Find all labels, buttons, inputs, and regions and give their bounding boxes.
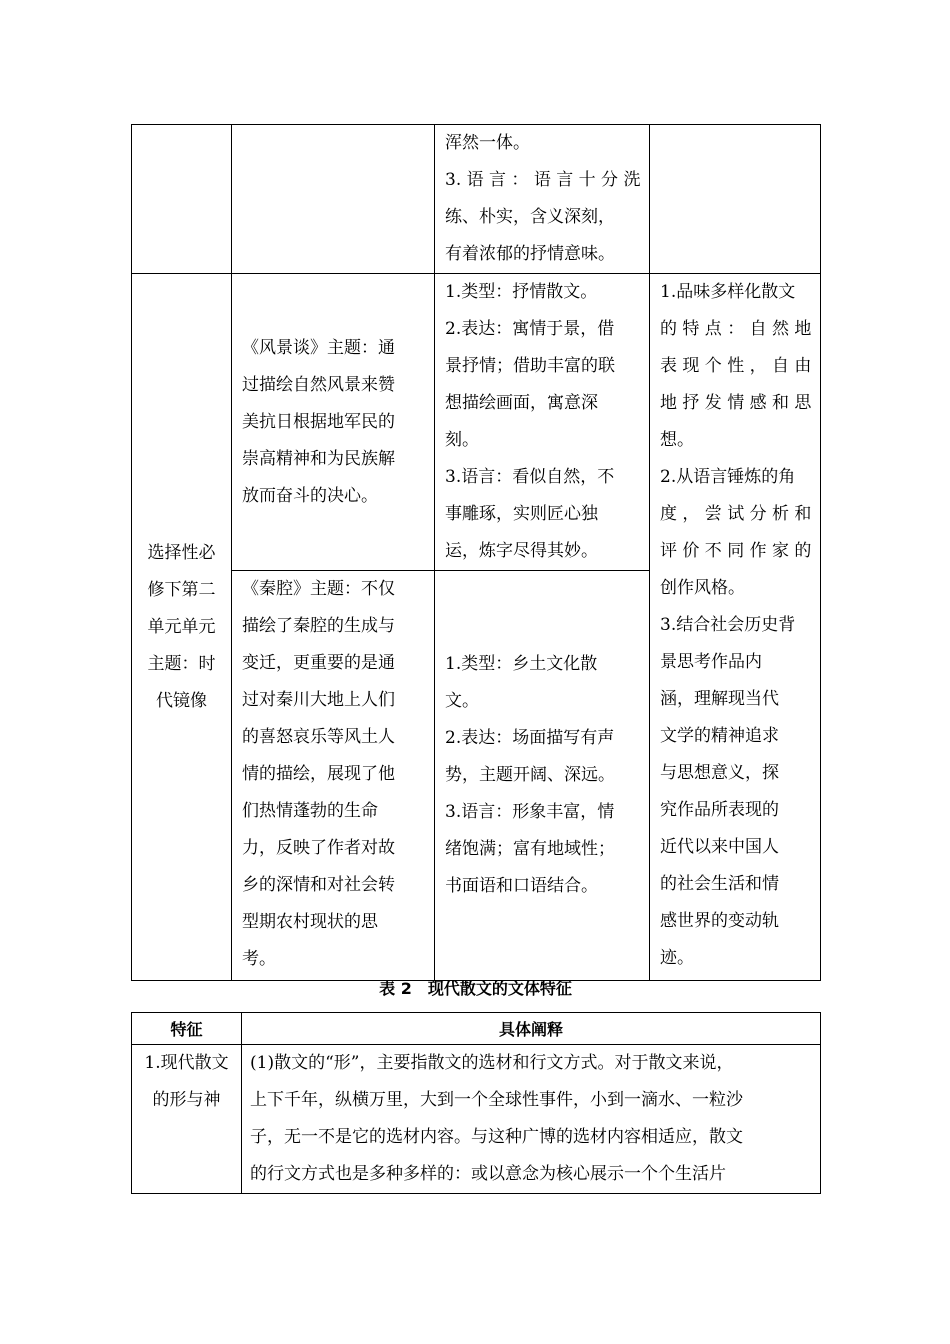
text-line: 的 特 点 ： 自 然 地 [660, 319, 812, 339]
text-line: (1)散文的“形”，主要指散文的选材和行文方式。对于散文来说， [250, 1053, 734, 1073]
table-row-unit-start [132, 274, 821, 571]
text-line: 迹。 [660, 948, 694, 968]
text-line: 文学的精神追求 [660, 726, 779, 746]
unit-label-cell [132, 274, 232, 981]
text-line: 过描绘自然风景来赞 [242, 374, 395, 395]
text-line: 过对秦川大地上人们 [242, 690, 395, 710]
text-line: 《秦腔》主题：不仅 [242, 579, 395, 599]
text-line: 3.语言：形象丰富，情 [445, 802, 615, 822]
text-line: 刻。 [445, 430, 479, 450]
goals-cell [650, 274, 821, 981]
table-caption: 表 2 现代散文的文体特征 [379, 979, 572, 998]
curriculum-table [131, 124, 821, 981]
text-line: 1.类型：乡土文化散 [445, 654, 598, 674]
text-line: 2.表达：场面描写有声 [445, 728, 615, 748]
table-row [132, 1045, 821, 1194]
text-line: 3. 语 言 ： 语 言 十 分 洗 [445, 170, 641, 190]
theme-cell-empty [232, 125, 435, 274]
text-line: 乡的深情和对社会转 [242, 875, 395, 895]
text-line: 的喜怒哀乐等风土人 [242, 727, 395, 747]
text-line: 运，炼字尽得其妙。 [445, 541, 598, 561]
text-line: 变迁，更重要的是通 [242, 653, 395, 673]
text-line: 美抗日根据地军民的 [242, 411, 395, 432]
text-line: 有着浓郁的抒情意味。 [445, 244, 615, 264]
text-line: 情的描绘，展现了他 [242, 764, 395, 784]
text-line: 的行文方式也是多种多样的：或以意念为核心展示一个个生活片 [250, 1164, 726, 1184]
text-line: 究作品所表现的 [660, 800, 779, 820]
text-line: 感世界的变动轨 [660, 911, 779, 931]
text-line: 的社会生活和情 [660, 874, 779, 894]
text-line: 2.表达：寓情于景，借 [445, 319, 615, 339]
text-line: 代镜像 [156, 690, 207, 711]
header-feature: 特征 [132, 1013, 242, 1045]
text-line: 们热情蓬勃的生命 [242, 801, 378, 821]
text-line: 放而奋斗的决心。 [242, 485, 378, 506]
text-line: 景抒情；借助丰富的联 [445, 356, 615, 376]
text-line: 主题：时 [147, 653, 216, 674]
text-line: 想。 [660, 430, 694, 450]
text-line: 3.结合社会历史背 [660, 615, 796, 635]
header-detail: 具体阐释 [242, 1013, 821, 1045]
features-cell-qinqiang [435, 571, 650, 981]
text-line: 选择性必 [147, 542, 216, 563]
text-line: 单元单元 [147, 616, 216, 637]
text-line: 涵，理解现当代 [660, 689, 779, 709]
text-line: 书面语和口语结合。 [445, 876, 598, 896]
table-row-continued [132, 125, 821, 274]
text-line: 上下千年，纵横万里，大到一个全球性事件，小到一滴水、一粒沙 [250, 1090, 743, 1110]
text-line: 练、朴实，含义深刻， [445, 207, 615, 227]
text-line: 3.语言：看似自然，不 [445, 467, 615, 487]
text-line: 度 ， 尝 试 分 析 和 [660, 504, 812, 524]
text-line: 力，反映了作者对故 [242, 838, 395, 858]
text-line: 的形与神 [152, 1090, 221, 1110]
text-line: 创作风格。 [660, 578, 745, 598]
text-line: 文。 [445, 691, 479, 711]
text-line: 修下第二 [147, 579, 216, 600]
text-line: 崇高精神和为民族解 [242, 448, 395, 469]
text-line: 地 抒 发 情 感 和 思 [660, 393, 812, 413]
text-line: 《风景谈》主题：通 [242, 337, 395, 358]
text-line: 1.现代散文 [144, 1053, 229, 1073]
text-line: 绪饱满；富有地域性； [445, 839, 615, 859]
theme-cell-qinqiang [232, 571, 435, 981]
features-table [131, 1012, 821, 1194]
goals-cell-empty [650, 125, 821, 274]
text-line: 考。 [242, 949, 276, 969]
text-line: 势，主题开阔、深远。 [445, 765, 615, 785]
features-cell-fengjingtan [435, 274, 650, 571]
text-line: 评 价 不 同 作 家 的 [660, 541, 812, 561]
table-header-row [132, 1013, 821, 1045]
text-line: 2.从语言锤炼的角 [660, 467, 796, 487]
text-line: 近代以来中国人 [660, 837, 779, 857]
features-cell-continued [435, 125, 650, 274]
text-line: 景思考作品内 [660, 652, 762, 672]
text-line: 表 现 个 性 ， 自 由 [660, 356, 812, 376]
detail-cell [242, 1045, 821, 1194]
text-line: 子，无一不是它的选材内容。与这种广博的选材内容相适应，散文 [250, 1127, 743, 1147]
text-line: 想描绘画面，寓意深 [445, 393, 598, 413]
text-line: 描绘了秦腔的生成与 [242, 616, 395, 636]
theme-cell-fengjingtan [232, 274, 435, 571]
text-line: 与思想意义，探 [660, 763, 779, 783]
text-line: 1.品味多样化散文 [660, 282, 796, 302]
unit-cell-empty [132, 125, 232, 274]
text-line: 浑然一体。 [445, 133, 530, 153]
text-line: 型期农村现状的思 [242, 912, 378, 932]
text-line: 1.类型：抒情散文。 [445, 282, 598, 302]
text-line: 事雕琢，实则匠心独 [445, 504, 598, 524]
feature-cell [132, 1045, 242, 1194]
